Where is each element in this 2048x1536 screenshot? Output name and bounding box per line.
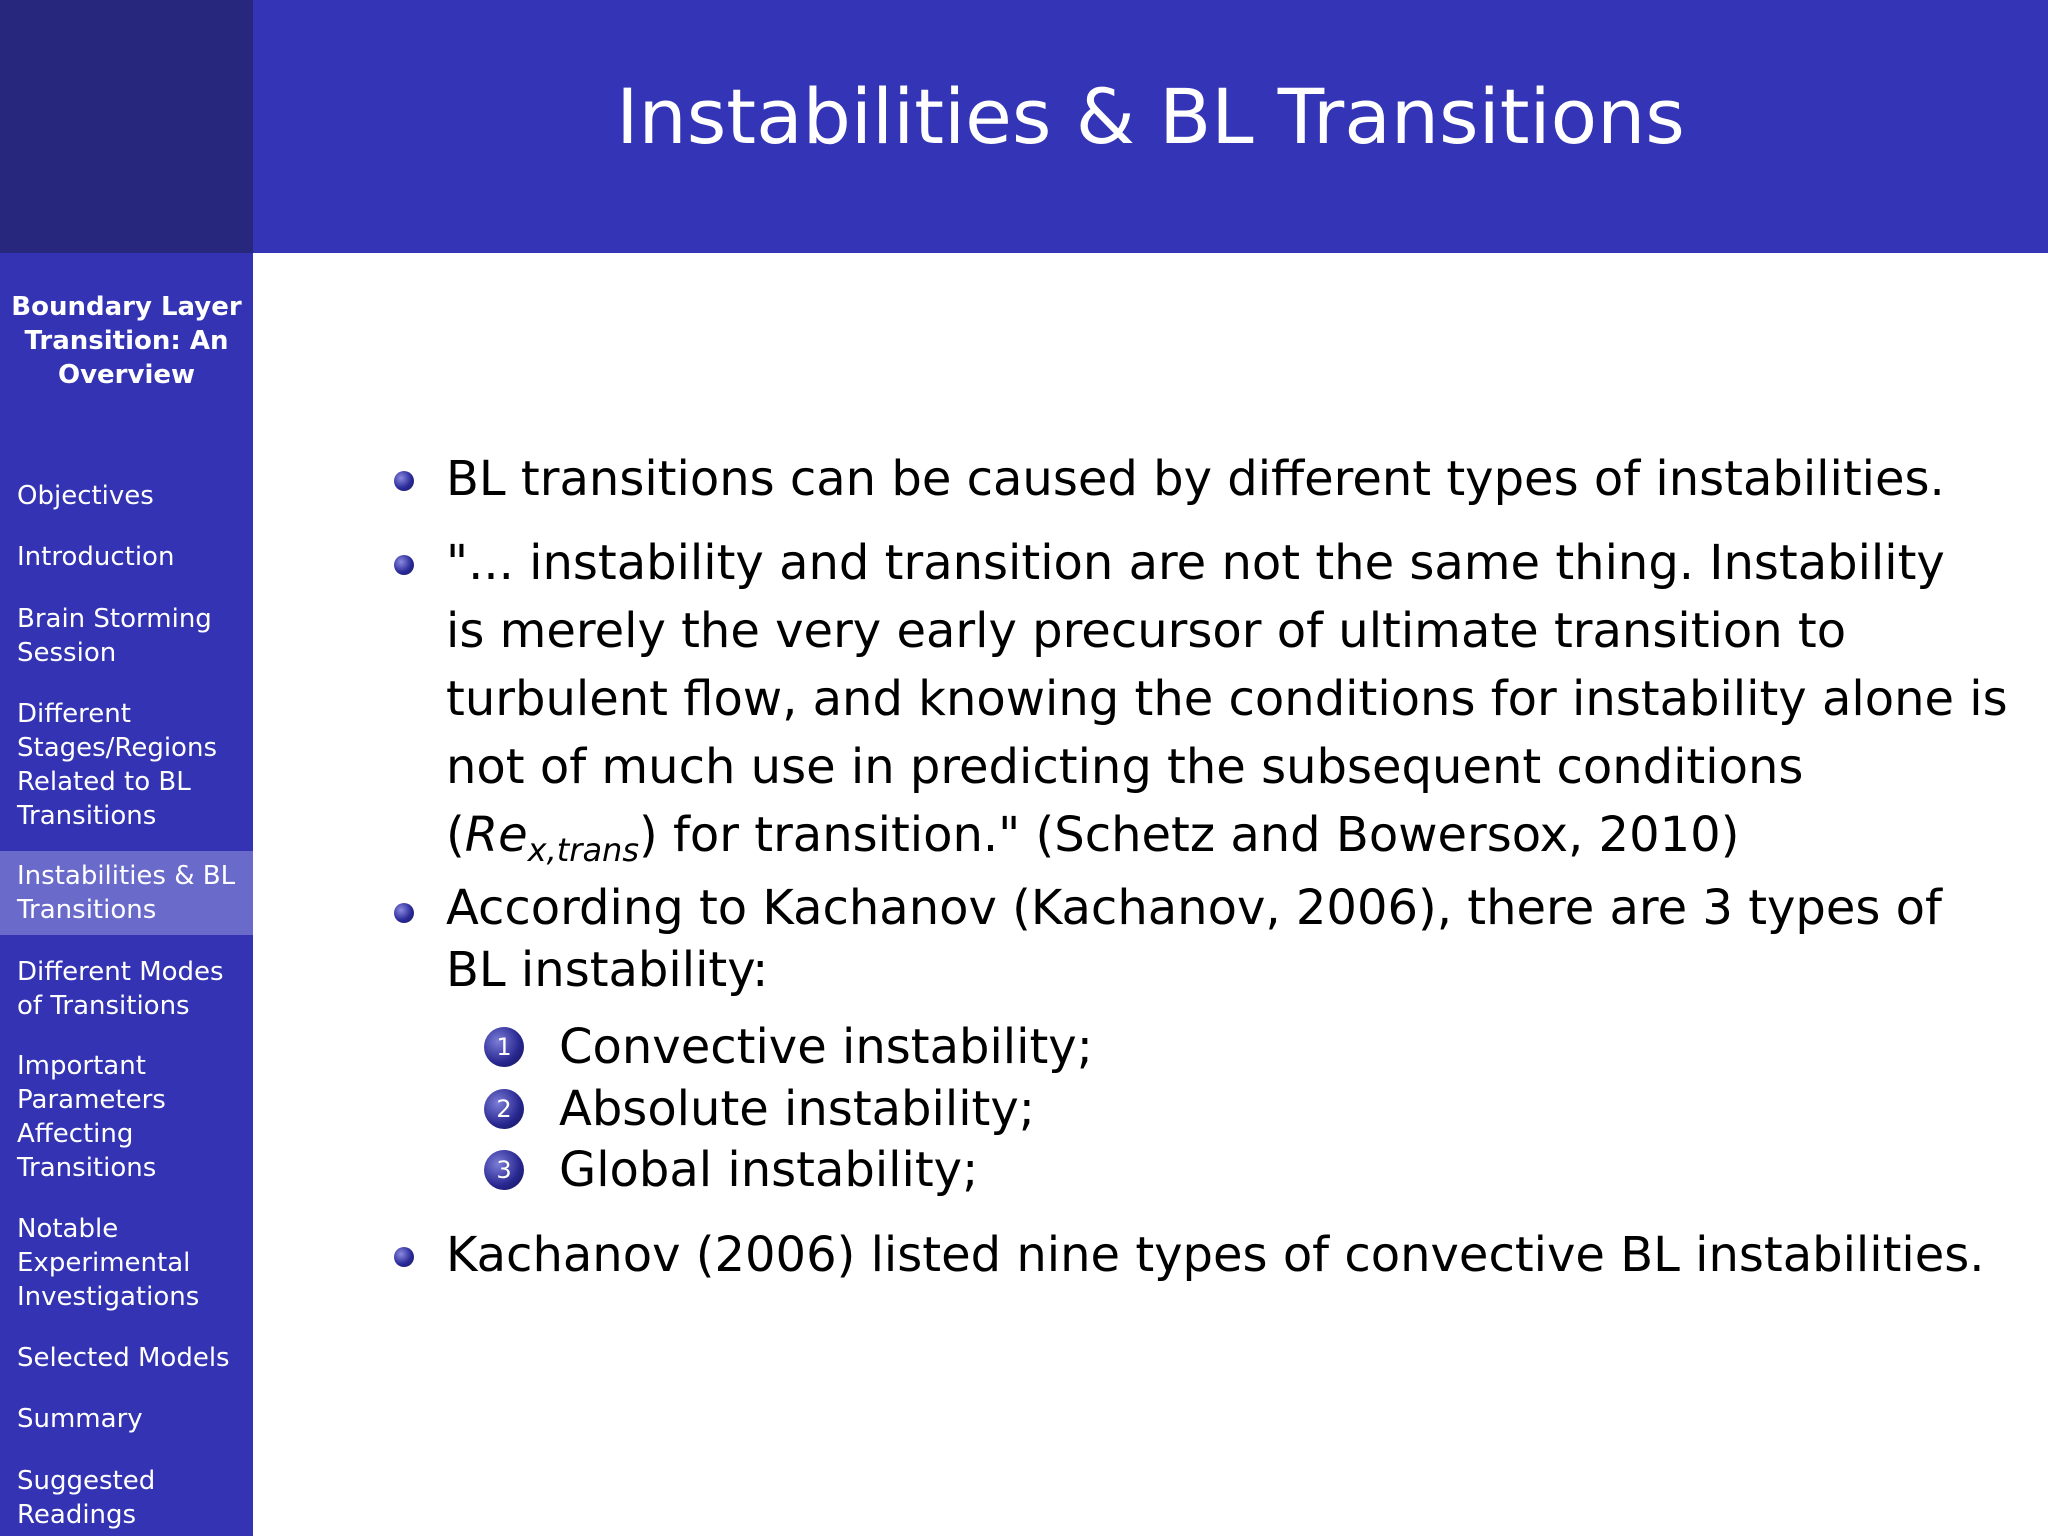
bullet-item <box>446 1221 1985 1289</box>
enum-item: Absolute instability; <box>559 1081 1035 1137</box>
sidebar-item-instabilities-bl-transitions[interactable] <box>0 851 253 935</box>
slide-title: Instabilities & BL Transitions <box>616 72 1685 161</box>
sidebar-item-label: Affecting <box>17 1119 134 1149</box>
bullet-text-line: "... instability and transition are not the same thing. Instability <box>446 535 1945 591</box>
sidebar-item-label: Selected Models <box>17 1343 230 1373</box>
sidebar-item-different-modes[interactable] <box>0 955 253 1023</box>
bullet-text-line: turbulent flow, and knowing the conditions for instability alone is <box>446 671 2008 727</box>
sidebar-item-label: Notable <box>17 1214 119 1244</box>
bullet-item-quote <box>446 529 2008 884</box>
bullet-icon <box>394 1247 414 1267</box>
paren-open: ( <box>446 807 465 863</box>
sidebar-item-label: of Transitions <box>17 991 190 1021</box>
sidebar-top-block <box>0 0 253 253</box>
sidebar-item-label: Transitions <box>17 801 157 831</box>
sidebar-item-label: Experimental <box>17 1248 191 1278</box>
presentation-title-line: Transition: An <box>24 326 229 356</box>
sidebar-item-label: Instabilities & BL <box>17 861 236 891</box>
sidebar <box>0 0 253 1536</box>
sidebar-item-notable-experimental[interactable] <box>0 1212 253 1314</box>
bullet-icon <box>394 471 414 491</box>
sidebar-item-different-stages[interactable] <box>0 697 253 833</box>
sidebar-item-objectives[interactable] <box>0 479 253 513</box>
bullet-text-line: BL instability: <box>446 942 769 998</box>
sidebar-item-label: Brain Storming <box>17 604 212 634</box>
sidebar-item-label: Investigations <box>17 1282 200 1312</box>
sidebar-item-label: Objectives <box>17 481 154 511</box>
sidebar-item-summary[interactable] <box>0 1402 253 1436</box>
sidebar-item-label: Transitions <box>17 895 157 925</box>
sidebar-item-label: Introduction <box>17 542 175 572</box>
reynolds-subscript: x,trans <box>527 831 639 869</box>
bullet-text-line: According to Kachanov (Kachanov, 2006), there are 3 types of <box>446 880 1942 936</box>
bullet-icon <box>394 555 414 575</box>
sidebar-item-important-parameters[interactable] <box>0 1049 253 1185</box>
sidebar-item-label: Suggested <box>17 1466 156 1496</box>
sidebar-item-suggested-readings[interactable] <box>0 1464 253 1532</box>
bullet-text-line: BL transitions can be caused by different types of instabilities. <box>446 451 1945 507</box>
enum-number-badge: 2 <box>484 1089 524 1129</box>
sidebar-item-label: Related to BL <box>17 767 191 797</box>
sidebar-item-label: Readings <box>17 1500 137 1530</box>
presentation-title-line: Boundary Layer <box>11 292 242 322</box>
bullet-item <box>446 445 1945 513</box>
sidebar-item-label: Summary <box>17 1404 143 1434</box>
bullet-text-line <box>446 801 2008 884</box>
bullet-text-line: Kachanov (2006) listed nine types of convective BL instabilities. <box>446 1227 1985 1283</box>
bullet-text-line: not of much use in predicting the subsequent conditions <box>446 739 1804 795</box>
sidebar-item-label: Parameters <box>17 1085 166 1115</box>
enum-number-badge: 3 <box>484 1150 524 1190</box>
sidebar-item-label: Stages/Regions <box>17 733 217 763</box>
enum-item: Convective instability; <box>559 1019 1093 1075</box>
bullet-item <box>446 877 1942 1001</box>
presentation-title <box>0 290 253 392</box>
sidebar-item-introduction[interactable] <box>0 540 253 574</box>
sidebar-item-label: Different Modes <box>17 957 224 987</box>
sidebar-item-label: Session <box>17 638 117 668</box>
bullet-icon <box>394 903 414 923</box>
bullet-text-line: is merely the very early precursor of ultimate transition to <box>446 603 1847 659</box>
sidebar-item-label: Important <box>17 1051 146 1081</box>
slide-header <box>253 0 2048 253</box>
reynolds-symbol: Re <box>464 807 528 863</box>
sidebar-item-label: Different <box>17 699 131 729</box>
presentation-title-line: Overview <box>57 360 196 390</box>
sidebar-item-brain-storming-session[interactable] <box>0 602 253 670</box>
sidebar-item-label: Transitions <box>17 1153 157 1183</box>
enum-item: Global instability; <box>559 1142 979 1198</box>
enum-number-badge: 1 <box>484 1027 524 1067</box>
bullet-text-tail: ) for transition." (Schetz and Bowersox, 2010) <box>639 807 1740 863</box>
sidebar-item-selected-models[interactable] <box>0 1341 253 1375</box>
